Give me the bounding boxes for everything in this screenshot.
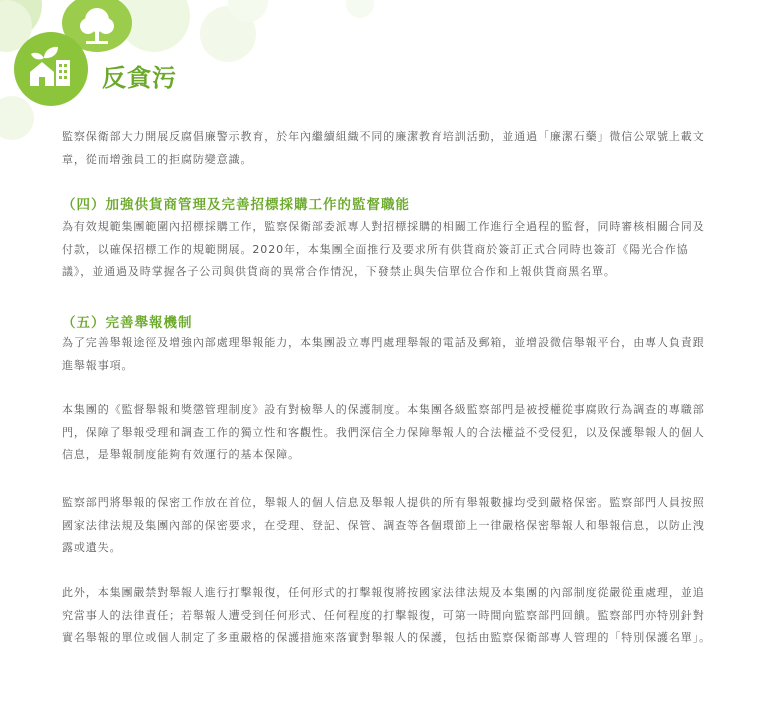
section-5-paragraph: 此外，本集團嚴禁對舉報人進行打擊報復，任何形式的打擊報復將按國家法律法規及本集團的內部制度從嚴從重處理，並追究當事人的法律責任；若舉報人遭受到任何形式、任何程度的打擊報復，可第一時間向監察部門回饋。監察部門亦特別針對實名舉報的單位或個人制定了多重嚴格的保護措施來落實對舉報人的保護，包括由監察保衛部專人管理的「特別保護名單」。 [62, 586, 711, 644]
section-5-paragraph: 為了完善舉報途徑及增強內部處理舉報能力，本集團設立專門處理舉報的電話及郵箱，並增設微信舉報平台，由專人負責跟進舉報事項。 [62, 336, 705, 372]
intro-paragraph: 監察保衛部大力開展反腐倡廉警示教育，於年內繼續組織不同的廉潔教育培訓活動，並通過「廉潔石藥」微信公眾號上載文章，從而增強員工的拒腐防變意識。 [62, 130, 705, 166]
house-leaf-icon [14, 32, 88, 106]
section-5-heading: （五）完善舉報機制 [62, 315, 193, 331]
section-4-heading: （四）加強供貨商管理及完善招標採購工作的監督職能 [62, 197, 410, 213]
page-title: 反貪污 [102, 64, 177, 92]
decorative-circle [346, 0, 374, 18]
section-5-paragraph: 監察部門將舉報的保密工作放在首位，舉報人的個人信息及舉報人提供的所有舉報數據均受到嚴格保密。監察部門人員按照國家法律法規及集團內部的保密要求，在受理、登記、保管、調查等各個環節上一律嚴格保密舉報人和舉報信息，以防止洩露或遺失。 [62, 496, 705, 554]
section-5-paragraph: 本集團的《監督舉報和獎懲管理制度》設有對檢舉人的保護制度。本集團各級監察部門是被授權從事腐敗行為調查的專職部門，保障了舉報受理和調查工作的獨立性和客觀性。我們深信全力保障舉報人的合法權益不受侵犯，以及保護舉報人的個人信息，是舉報制度能夠有效運行的基本保障。 [62, 403, 705, 461]
section-4-paragraph: 為有效規範集團範圍內招標採購工作，監察保衛部委派專人對招標採購的相關工作進行全過程的監督，同時審核相關合同及付款，以確保招標工作的規範開展。2020年，本集團全面推行及要求所有供貨商於簽訂正式合同時也簽訂《陽光合作協議》，並通過及時掌握各子公司與供貨商的異常合作情況，下發禁止與失信單位合作和上報供貨商黑名單。 [62, 220, 705, 278]
